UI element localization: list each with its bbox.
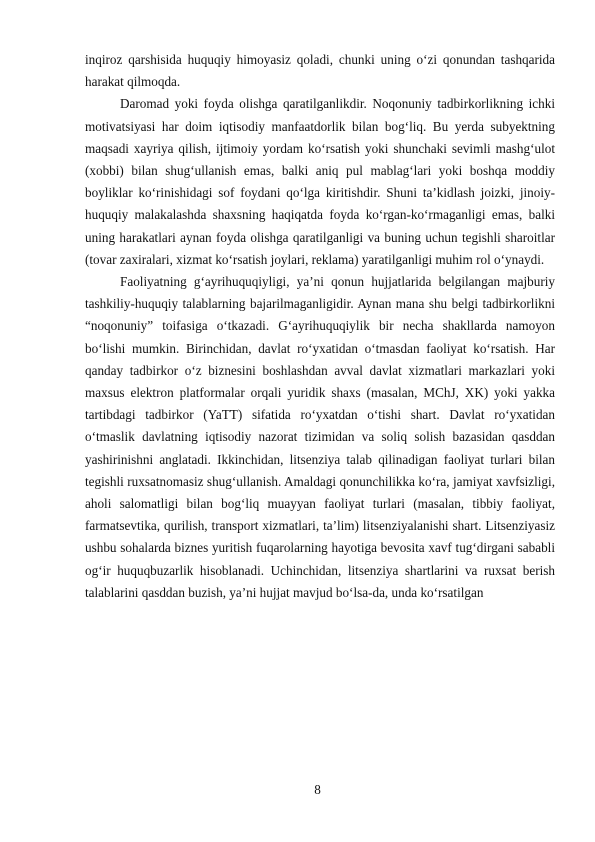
paragraph-profit-motive: Daromad yoki foyda olishga qaratilganlikdir. Noqonuniy tadbirkorlikning ichki motivatsiyasi har doim iqtisodiy manfaatdorlik bilan bog‘liq. Bu yerda subyektning maqsadi xayriya qilish, ijtimoiy yordam ko‘rsatish yoki shunchaki sevimli mashg‘ulot (xobbi) bilan shug‘ullanish emas, balki aniq pul mablag‘lari yoki boshqa moddiy boyliklar ko‘rinishidagi sof foydani qo‘lga kiritishdir. Shuni ta’kidlash joizki, jinoiy-huquqiy malakalashda shaxsning haqiqatda foyda ko‘rgan-ko‘rmaganligi emas, balki uning harakatlari aynan foyda olishga qaratilganligi va buning uchun tegishli sharoitlar (tovar zaxiralari, xizmat ko‘rsatish joylari, reklama) yaratilganligi muhim rol o‘ynaydi. [85, 96, 555, 267]
paragraph-continuation: inqiroz qarshisida huquqiy himoyasiz qoladi, chunki uning o‘zi qonundan tashqarida harakat qilmoqda. [85, 52, 555, 90]
paragraph-illegality: Faoliyatning g‘ayrihuquqiyligi, ya’ni qonun hujjatlarida belgilangan majburiy tashkiliy-huquqiy talablarning bajarilmaganligidir. Aynan mana shu belgi tadbirkorlikni “noqonuniy” toifasiga o‘tkazadi. G‘ayrihuquqiylik bir necha shakllarda namoyon bo‘lishi mumkin. Birinchidan, davlat ro‘yxatidan o‘tmasdan faoliyat ko‘rsatish. Har qanday tadbirkor o‘z biznesini boshlashdan avval davlat xizmatlari markazlari yoki maxsus elektron platformalar orqali yuridik shaxs (masalan, MChJ, XK) yoki yakka tartibdagi tadbirkor (YaTT) sifatida ro‘yxatdan o‘tishi shart. Davlat ro‘yxatidan o‘tmaslik davlatning iqtisodiy nazorat tizimidan va soliq solish bazasidan qasddan yashirinishni anglatadi. Ikkinchidan, litsenziya talab qilinadigan faoliyat turlari bilan tegishli ruxsatnomasiz shug‘ullanish. Amaldagi qonunchilikka ko‘ra, jamiyat xavfsizligi, aholi salomatligi bilan bog‘liq muayyan faoliyat turlari (masalan, tibbiy faoliyat, farmatsevtika, qurilish, transport xizmatlari, ta’lim) litsenziyalanishi shart. Litsenziyasiz ushbu sohalarda biznes yuritish fuqarolarning hayotiga bevosita xavf tug‘dirgani sababli og‘ir huquqbuzarlik hisoblanadi. Uchinchidan, litsenziya shartlarini va ruxsat berish talablarini qasddan buzish, ya’ni hujjat mavjud bo‘lsa-da, unda ko‘rsatilgan [85, 274, 555, 600]
page-number: 8 [314, 782, 321, 797]
document-body [85, 49, 555, 604]
